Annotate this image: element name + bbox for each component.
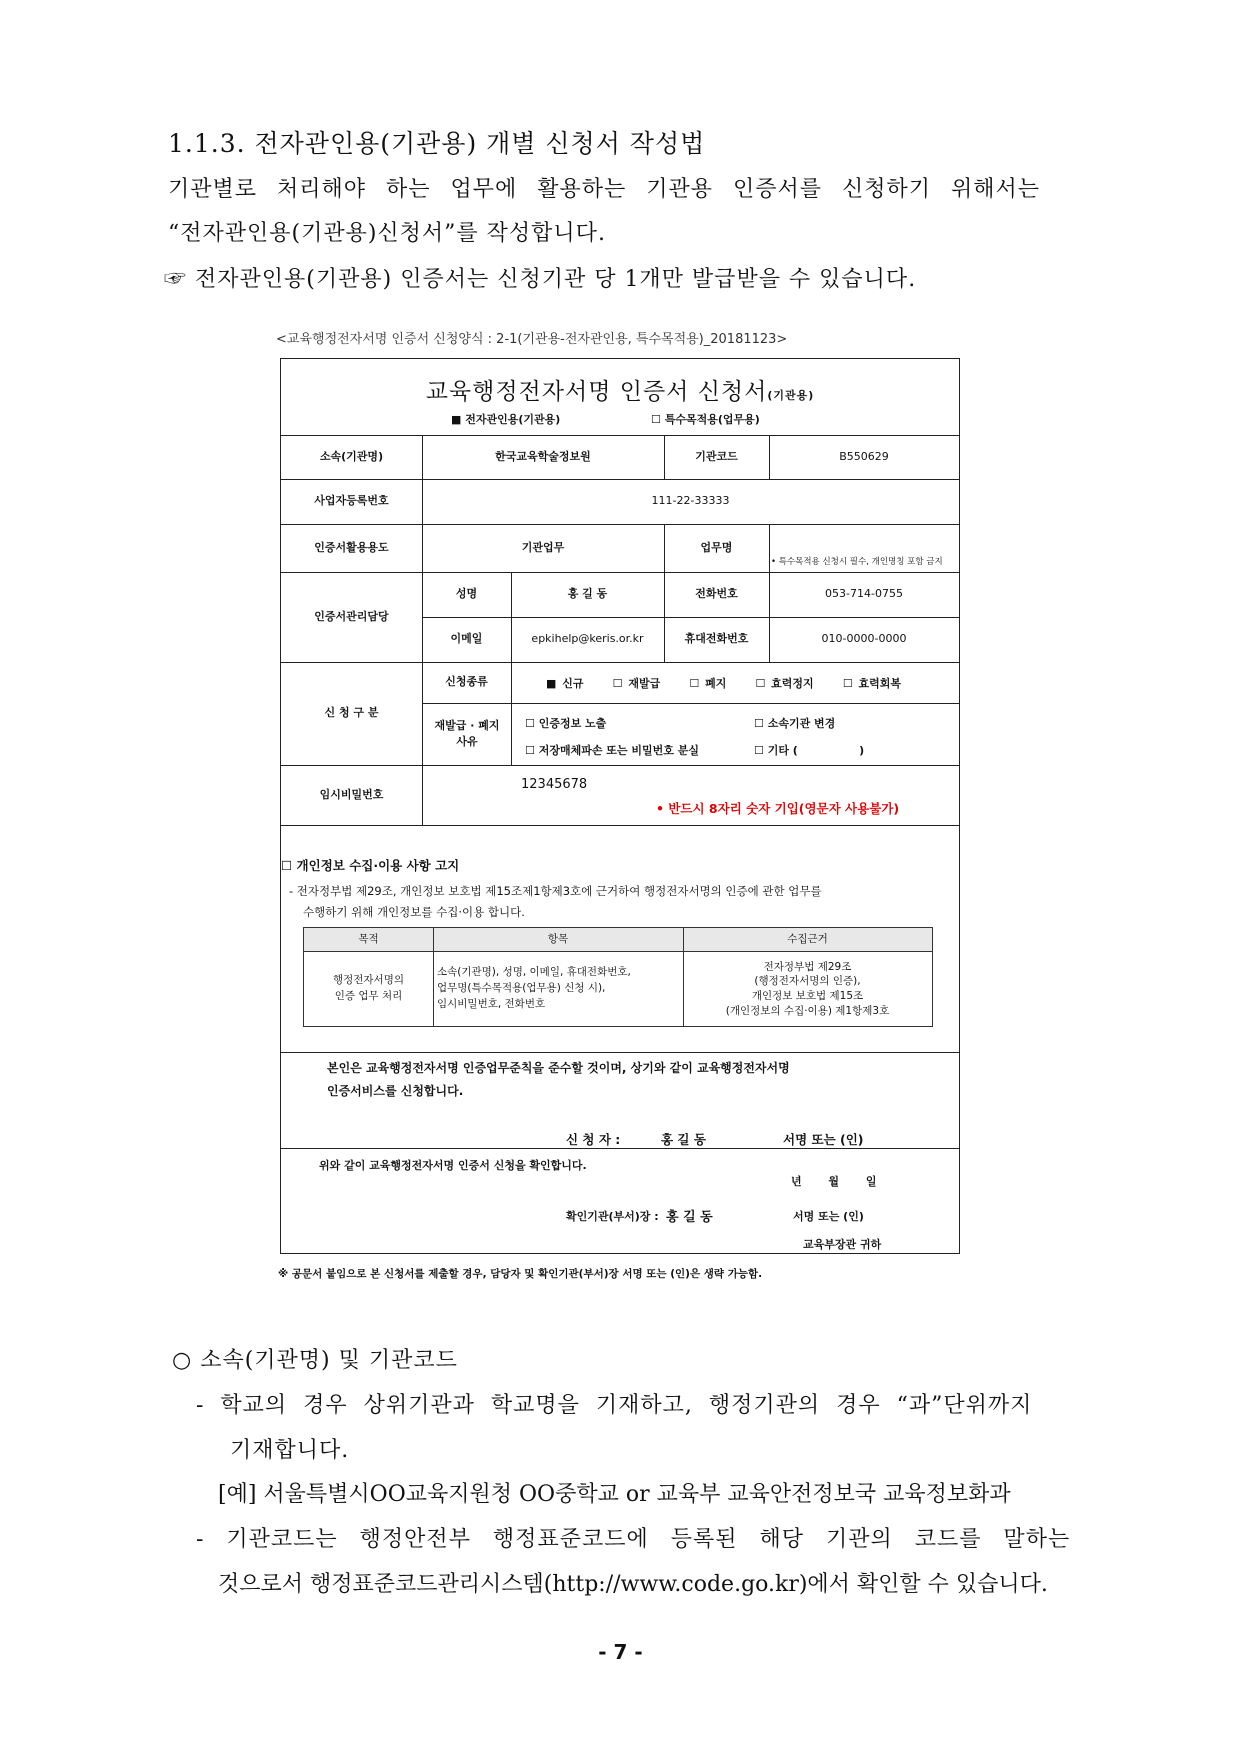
privacy-text-2: 수행하기 위해 개인정보를 수집·이용 합니다.: [303, 905, 525, 919]
applicant-label: 신 청 자 :: [566, 1132, 621, 1147]
ptable-header-basis: 수집근거: [787, 933, 828, 946]
confirm-text: 위와 같이 교육행정전자서명 인증서 신청을 확인합니다.: [319, 1159, 587, 1172]
section-heading: 1.1.3. 전자관인용(기관용) 개별 신청서 작성법: [168, 129, 706, 158]
form-title: 교육행정전자서명 인증서 신청서: [425, 379, 768, 405]
name-label: 성명: [455, 587, 478, 601]
privacy-table: [303, 927, 933, 1027]
name-value[interactable]: 홍 길 동: [567, 587, 608, 601]
footnote: ※ 공문서 붙임으로 본 신청서를 제출할 경우, 담당자 및 확인기관(부서)장 서명 또는 (인)은 생략 가능함.: [278, 1268, 763, 1280]
code-label: 기관코드: [695, 449, 738, 463]
task-note: • 특수목적용 신청시 필수, 개인명칭 포함 금지: [771, 557, 943, 567]
mobile-value[interactable]: 010-0000-0000: [821, 632, 907, 646]
applicant-name[interactable]: 홍 길 동: [661, 1132, 706, 1147]
temp-password-label: 임시비밀번호: [319, 787, 384, 801]
use-value[interactable]: 기관업무: [521, 540, 565, 554]
bullet-2-cont: 것으로서 행정표준코드관리시스템(http://www.code.go.kr)에서 확인할 수 있습니다.: [218, 1572, 1048, 1597]
kind-label: 신청종류: [445, 675, 488, 689]
reason-label: 재발급 · 폐지 사유: [434, 718, 500, 748]
confirm-date[interactable]: 년 월 일: [791, 1175, 877, 1188]
biz-label: 사업자등록번호: [314, 494, 389, 508]
kind-revoke[interactable]: ☐ 폐지: [689, 677, 727, 690]
intro-line-1: 기관별로 처리해야 하는 업무에 활용하는 기관용 인증서를 신청하기 위해서는: [168, 177, 1041, 202]
intro-line-2: “전자관인용(기관용)신청서”를 작성합니다.: [168, 221, 606, 246]
bullet-2: - 기관코드는 행정안전부 행정표준코드에 등록된 해당 기관의 코드를 말하는: [196, 1527, 1071, 1552]
declaration-1: 본인은 교육행정전자서명 인증업무준칙을 준수할 것이며, 상기와 같이 교육행정전자서명: [327, 1061, 790, 1075]
kind-restore[interactable]: ☐ 효력회복: [842, 677, 902, 690]
tel-value[interactable]: 053-714-0755: [825, 587, 903, 601]
applicant-signature[interactable]: 서명 또는 (인): [783, 1132, 864, 1147]
declaration-2: 인증서비스를 신청합니다.: [327, 1084, 464, 1098]
mobile-label: 휴대전화번호: [684, 632, 749, 646]
org-label: 소속(기관명): [319, 449, 384, 463]
kind-new[interactable]: ■ 신규: [546, 677, 584, 690]
use-label: 인증서활용용도: [314, 540, 389, 554]
email-value[interactable]: epkihelp@keris.or.kr: [531, 632, 644, 646]
task-label: 업무명: [700, 540, 733, 554]
ptable-header-items: 항목: [547, 933, 569, 946]
form-title-suffix: (기관용): [767, 389, 815, 402]
kind-suspend[interactable]: ☐ 효력정지: [755, 677, 814, 690]
ptable-header-purpose: 목적: [358, 933, 379, 946]
ptable-cell-basis: 전자정부법 제29조 (행정전자서명의 인증), 개인정보 보호법 제15조 (개인정보의 수집·이용) 제1항제3호: [725, 960, 890, 1017]
code-value[interactable]: B550629: [839, 449, 889, 463]
reason-org-change[interactable]: ☐ 소속기관 변경: [754, 717, 836, 730]
biz-value[interactable]: 111-22-33333: [651, 494, 730, 508]
reason-exposure[interactable]: ☐ 인증정보 노출: [525, 717, 607, 730]
org-value[interactable]: 한국교육학술정보원: [495, 449, 591, 463]
confirmer-signature[interactable]: 서명 또는 (인): [793, 1210, 864, 1223]
note-text: 전자관인용(기관용) 인증서는 신청기관 당 1개만 발급받을 수 있습니다.: [195, 267, 917, 292]
email-label: 이메일: [450, 632, 483, 646]
temp-password-note: • 반드시 8자리 숫자 기입(영문자 사용불가): [656, 801, 900, 816]
form-caption: <교육행정전자서명 인증서 신청양식 : 2-1(기관용-전자관인용, 특수목적용)_20181123>: [276, 332, 788, 347]
type-checkbox-special[interactable]: ☐ 특수목적용(업무용): [651, 413, 760, 426]
subsection-title: ○ 소속(기관명) 및 기관코드: [172, 1348, 458, 1373]
temp-password-value[interactable]: 12345678: [521, 777, 588, 792]
ptable-cell-items: 소속(기관명), 성명, 이메일, 휴대전화번호, 업무명(특수목적용(업무용) 신청 시), 임시비밀번호, 전화번호: [437, 966, 631, 1010]
manager-label: 인증서관리담당: [314, 609, 389, 623]
kind-reissue[interactable]: ☐ 재발급: [612, 677, 661, 690]
page-number: - 7 -: [598, 1640, 643, 1664]
confirmer-label: 확인기관(부서)장 :: [566, 1210, 659, 1223]
bullet-1: - 학교의 경우 상위기관과 학교명을 기재하고, 행정기관의 경우 “과”단위까지: [196, 1393, 1033, 1418]
ptable-cell-purpose: 행정전자서명의 인증 업무 처리: [332, 974, 404, 1002]
bullet-1-cont: 기재합니다.: [230, 1438, 350, 1463]
privacy-title: ☐ 개인정보 수집·이용 사항 고지: [281, 858, 460, 873]
reason-lost[interactable]: ☐ 저장매체파손 또는 비밀번호 분실: [525, 744, 699, 757]
example-line: [예] 서울특별시OO교육지원청 OO중학교 or 교육부 교육안전정보국 교육정보화과: [218, 1482, 1011, 1507]
pointing-hand-icon: ☞: [164, 267, 188, 292]
tel-label: 전화번호: [695, 587, 738, 601]
application-form: [280, 358, 960, 1254]
apply-type-label: 신 청 구 분: [324, 706, 379, 720]
reason-other[interactable]: ☐ 기타 ( ): [754, 744, 865, 757]
addressee: 교육부장관 귀하: [803, 1238, 882, 1251]
type-checkbox-seal[interactable]: ■ 전자관인용(기관용): [451, 413, 561, 426]
confirmer-name[interactable]: 홍 길 동: [666, 1210, 713, 1225]
privacy-text-1: - 전자정부법 제29조, 개인정보 보호법 제15조제1항제3호에 근거하여 행정전자서명의 인증에 관한 업무를: [289, 884, 822, 898]
